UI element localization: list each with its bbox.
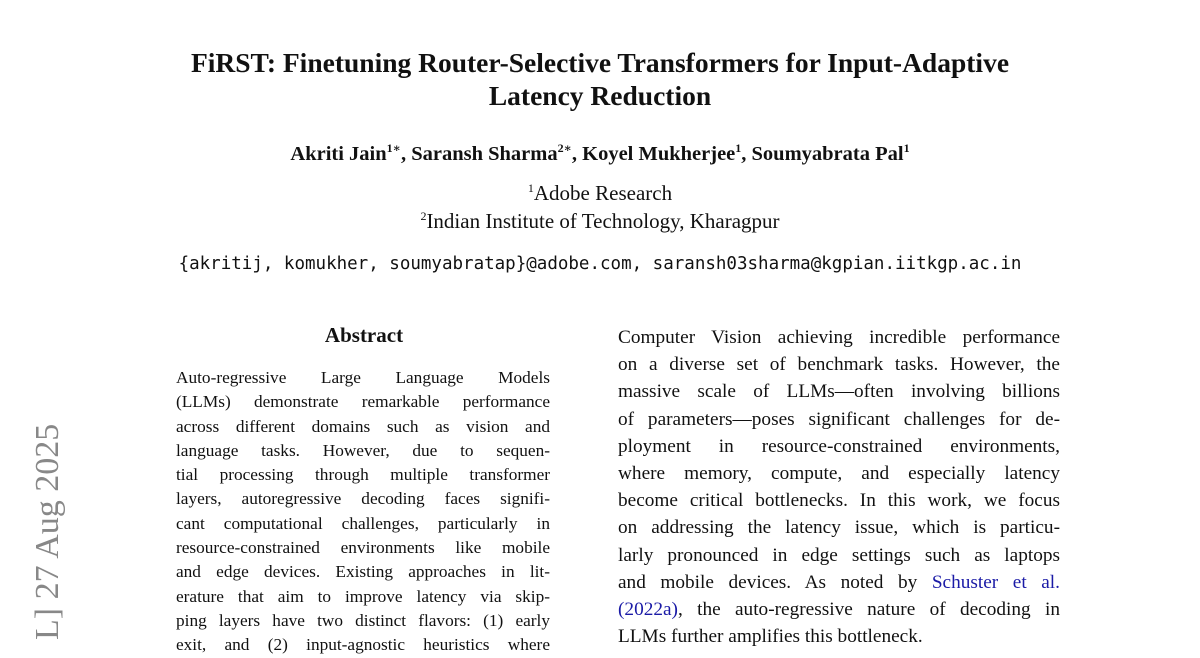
citation-link[interactable]: Schuster et al.	[931, 571, 1060, 593]
abstract-line: and edge devices. Existing approaches in lit-	[176, 562, 550, 582]
author-list: Akriti Jain$^{1∗}$, Saransh Sharma$^{2∗}$, Koyel Mukherjee$^1$, Soumyabrata Pal$^1$	[290, 141, 910, 165]
citation-year-link[interactable]: 2022a	[624, 599, 672, 621]
arxiv-side-stamp: L] 27 Aug 2025	[29, 423, 66, 640]
intro-line: on addressing the latency issue, which is particu-	[618, 517, 1060, 539]
abstract-line: layers, autoregressive decoding faces signifi-	[176, 489, 550, 509]
affiliation-mark: 1	[527, 181, 534, 195]
abstract-line: cant computational challenges, particularly in	[176, 513, 550, 533]
author-affiliation-mark: 1∗	[386, 141, 401, 155]
abstract-line: exit, and (2) input-agnostic heuristics where	[176, 635, 550, 655]
intro-line: on a diverse set of benchmark tasks. However, the	[618, 354, 1060, 376]
author-affiliation-mark: 1	[903, 141, 910, 155]
abstract-line: (LLMs) demonstrate remarkable performance	[176, 392, 550, 412]
intro-line: Computer Vision achieving incredible performance	[618, 327, 1060, 348]
title-line-2: Latency Reduction	[488, 80, 712, 111]
affiliation-mark: 2	[420, 209, 427, 223]
introduction-text	[618, 324, 1060, 650]
author-emails: {akritij, komukher, soumyabratap}@adobe.com, saransh03sharma@kgpian.iitkgp.ac.in	[178, 254, 1022, 274]
paper-title	[150, 46, 1050, 112]
title-line-1: FiRST: Finetuning Router-Selective Transformers for Input-Adaptive	[190, 47, 1010, 78]
intro-line: massive scale of LLMs—often involving billions	[618, 381, 1060, 403]
intro-line	[618, 569, 1060, 596]
author-name: Soumyabrata Pal	[751, 142, 904, 165]
abstract-line: ping layers have two distinct flavors: (1) early	[176, 610, 550, 630]
intro-line: LLMs further amplifies this bottleneck.	[618, 626, 923, 648]
citation-paren-close: )	[671, 599, 678, 621]
intro-text-fragment: , the auto-regressive nature of decoding in	[677, 599, 1060, 621]
abstract-text	[176, 366, 550, 658]
abstract-line: language tasks. However, due to sequen-	[176, 440, 550, 460]
author-affiliation-mark: 1	[735, 141, 742, 155]
citation-paren-open: (	[618, 599, 625, 621]
author-name: Koyel Mukherjee	[582, 142, 736, 165]
intro-text-fragment: and mobile devices. As noted by	[618, 571, 932, 593]
abstract-line: across different domains such as vision and	[176, 416, 550, 436]
affiliation-name: Adobe Research	[533, 181, 673, 205]
intro-line: of parameters—poses significant challenges for de-	[618, 408, 1060, 430]
abstract-heading: Abstract	[324, 323, 404, 347]
abstract-line: resource-constrained environments like mobile	[176, 538, 550, 558]
intro-line: become critical bottlenecks. In this work, we focus	[618, 490, 1060, 512]
abstract-line: Auto-regressive Large Language Models	[176, 368, 550, 387]
abstract-line: erature that aim to improve latency via skip-	[176, 586, 550, 606]
author-name: Akriti Jain	[290, 142, 387, 165]
affiliation-name: Indian Institute of Technology, Kharagpur	[426, 209, 780, 233]
affiliation-2	[0, 209, 1200, 234]
affiliation-1	[0, 181, 1200, 206]
intro-line: ployment in resource-constrained environments,	[618, 435, 1060, 457]
abstract-line: tial processing through multiple transformer	[176, 465, 550, 485]
intro-line	[618, 596, 1060, 623]
intro-line: larly pronounced in edge settings such as laptops	[618, 544, 1060, 566]
intro-line: where memory, compute, and especially latency	[618, 463, 1060, 485]
author-affiliation-mark: 2∗	[557, 141, 572, 155]
author-name: Saransh Sharma	[411, 142, 558, 165]
